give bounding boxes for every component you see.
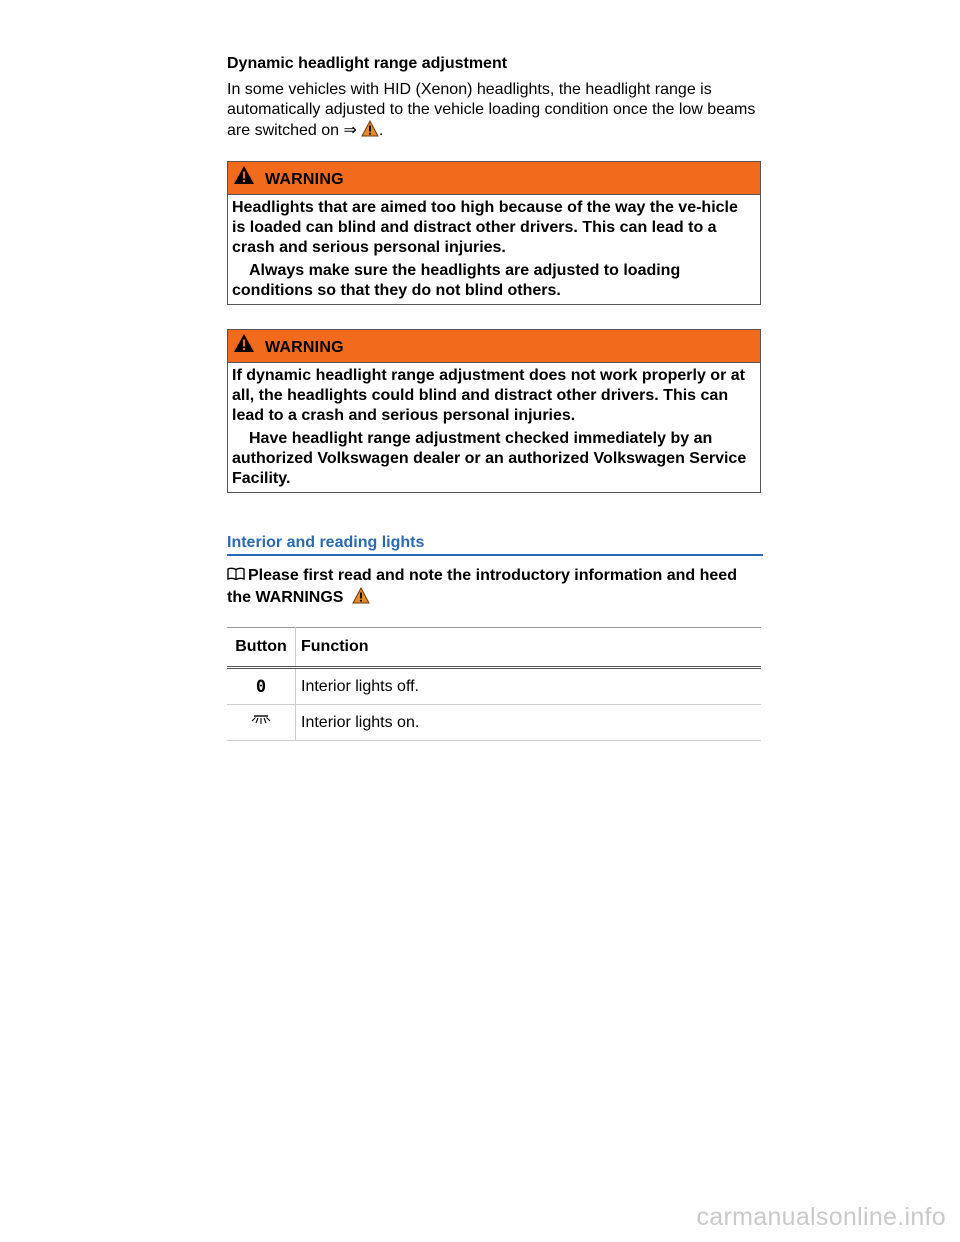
warning-body [228,363,760,492]
interior-light-icon [251,713,271,731]
table-row [227,705,761,741]
warning-triangle-icon [233,333,255,358]
warning-header [228,330,760,363]
watermark: carmanualsonline.info [696,1203,946,1231]
button-symbol-cell [227,705,296,741]
warning-text: Headlights that are aimed too high because of the way the ve-hicle is loaded can blind and distract other drivers. This can lead to a crash and serious personal injuries. [232,199,738,256]
open-book-icon [227,567,245,587]
table-row [227,668,761,705]
subsection-heading: Interior and reading lights [227,533,763,556]
intro-paragraph-end: . [378,122,384,139]
warning-triangle-icon [233,165,255,190]
intro-note [227,566,761,610]
warning-triangle-icon [352,587,370,610]
intro-paragraph-text: In some vehicles with HID (Xenon) headlights, the headlight range is automatically adjusted to the vehicle loading condition once the low beams are switched on ⇒ [227,81,756,139]
table-header-row [227,628,761,668]
manual-page [227,54,761,741]
warning-action: Always make sure the headlights are adjusted to loading conditions so that they do not blind others. [232,262,681,299]
warning-box-1 [227,161,761,305]
section-heading: Dynamic headlight range adjustment [227,55,508,72]
intro-note-text: Please first read and note the introductory information and heed the WARNINGS [227,567,737,606]
column-header-button: Button [227,628,296,668]
column-header-function: Function [296,628,762,668]
warning-text: If dynamic headlight range adjustment does not work properly or at all, the headlights could blind and distract other drivers. This can lead to a crash and serious personal injuries. [232,367,745,424]
button-symbol-cell [227,668,296,705]
intro-paragraph [227,80,761,143]
warning-header [228,162,760,195]
warning-action: Have headlight range adjustment checked immediately by an authorized Volkswagen dealer or an authorized Volkswagen Service Facility. [232,430,747,487]
warning-body [228,195,760,304]
warning-box-2 [227,329,761,493]
zero-symbol: 0 [255,676,267,697]
function-table [227,627,761,741]
function-cell: Interior lights off. [296,668,762,705]
warning-title: WARNING [265,170,344,188]
warning-title: WARNING [265,338,344,356]
function-cell: Interior lights on. [296,705,762,741]
warning-triangle-icon [361,120,379,143]
